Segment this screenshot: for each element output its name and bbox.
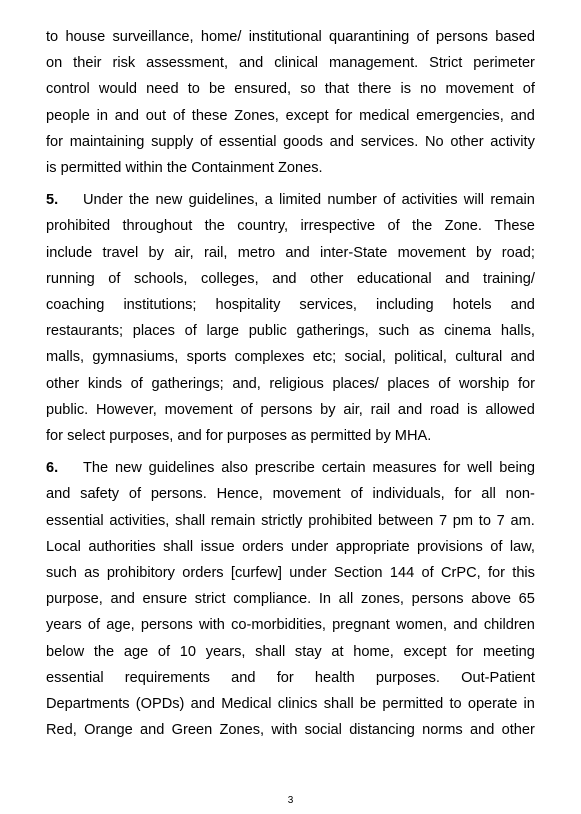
word: such xyxy=(378,323,410,340)
text-line xyxy=(46,103,535,129)
word: and xyxy=(110,591,135,608)
word: clinics xyxy=(277,696,318,713)
word: metro xyxy=(237,244,276,261)
paragraph-number xyxy=(46,455,58,481)
word: for xyxy=(517,375,535,392)
word: and xyxy=(190,696,215,713)
word: of xyxy=(128,486,142,503)
word: travel xyxy=(102,244,139,261)
word: operate xyxy=(467,696,518,713)
word: of xyxy=(522,81,535,98)
word: (OPDs) xyxy=(135,696,185,713)
word: at xyxy=(331,643,344,660)
word: for xyxy=(443,460,461,477)
word: worship xyxy=(459,375,510,392)
word: strictly xyxy=(261,512,303,529)
word: to xyxy=(449,696,462,713)
word: by xyxy=(148,244,164,261)
word: places xyxy=(132,323,175,340)
word: health xyxy=(314,669,355,686)
word: stay xyxy=(294,643,322,660)
word: Green xyxy=(171,722,213,739)
text-line: is permitted within the Containment Zones. xyxy=(46,160,323,177)
word: institutions; xyxy=(123,297,197,314)
word: and xyxy=(285,244,310,261)
word: meeting xyxy=(482,643,535,660)
word: house xyxy=(65,29,106,45)
word: movement xyxy=(272,486,341,503)
word: of xyxy=(438,375,451,392)
word: 144 xyxy=(389,565,415,582)
word: that xyxy=(324,81,350,98)
word: services, xyxy=(299,297,357,314)
word: halls, xyxy=(500,323,535,340)
text-line xyxy=(46,586,535,612)
word: social, xyxy=(344,349,386,366)
word: public. xyxy=(46,401,89,418)
word: for xyxy=(335,107,353,124)
text-line xyxy=(46,344,535,370)
text-line xyxy=(46,534,535,560)
word: training/ xyxy=(483,270,535,287)
word: age, xyxy=(106,617,135,634)
word: large xyxy=(206,323,239,340)
word: 7 xyxy=(438,512,448,529)
word: above xyxy=(471,591,511,608)
word: measures xyxy=(372,460,437,477)
word: of xyxy=(184,323,197,340)
word: of xyxy=(416,29,429,45)
word: Section xyxy=(333,565,383,582)
word: risk xyxy=(112,55,136,72)
word: perimeter xyxy=(473,55,535,72)
word: goods xyxy=(283,133,323,150)
word: places xyxy=(387,375,430,392)
word: allowed xyxy=(485,401,535,418)
word: Zones, xyxy=(219,722,265,739)
word: and xyxy=(272,270,297,287)
word: the xyxy=(93,643,115,660)
word: new xyxy=(115,460,142,477)
word: schools, xyxy=(133,270,188,287)
word: of xyxy=(87,617,101,634)
word: of xyxy=(350,486,363,503)
word: activity xyxy=(490,133,535,150)
word: maintaining xyxy=(69,133,145,150)
word: safety xyxy=(80,486,120,503)
word: need xyxy=(146,81,179,98)
word: and xyxy=(469,722,495,739)
word: of xyxy=(421,565,434,582)
word: Local xyxy=(46,538,81,555)
word: years, xyxy=(205,643,246,660)
word: persons. xyxy=(150,486,207,503)
word: distancing xyxy=(349,722,415,739)
word: services. xyxy=(360,133,419,150)
text-line xyxy=(46,508,535,534)
text-line xyxy=(46,240,535,266)
word: issue xyxy=(200,538,235,555)
word: assessment, xyxy=(146,55,229,72)
word: persons xyxy=(411,591,464,608)
word: and xyxy=(453,617,478,634)
word: pregnant xyxy=(332,617,390,634)
word: am. xyxy=(510,512,535,529)
word: a xyxy=(264,192,273,209)
word: people xyxy=(46,107,90,124)
word: In xyxy=(318,591,331,608)
text-line xyxy=(46,717,535,743)
word: and xyxy=(510,297,535,314)
word: age xyxy=(123,643,149,660)
text-line-content xyxy=(83,187,535,213)
word: the xyxy=(204,218,225,235)
word: No xyxy=(424,133,444,150)
word: running xyxy=(46,270,95,287)
word: throughout xyxy=(122,218,193,235)
word: new xyxy=(155,192,183,209)
word: cultural xyxy=(455,349,503,366)
word: non- xyxy=(505,486,535,503)
word: other xyxy=(501,722,535,739)
word: guidelines, xyxy=(188,192,259,209)
text-line xyxy=(46,691,535,717)
word: restaurants; xyxy=(46,323,124,340)
text-line: for select purposes, and for purposes as permitted by MHA. xyxy=(46,428,432,445)
word: 7 xyxy=(496,512,505,529)
word: of xyxy=(383,192,396,209)
word: social xyxy=(304,722,342,739)
word: air, xyxy=(174,244,194,261)
word: no xyxy=(420,81,437,98)
word: movement xyxy=(164,401,233,418)
word: persons xyxy=(436,29,488,45)
document-page xyxy=(46,24,535,743)
word: kinds xyxy=(87,375,122,392)
word: authorities xyxy=(88,538,156,555)
word: prohibited xyxy=(308,512,373,529)
word: political, xyxy=(394,349,447,366)
word: all xyxy=(481,486,496,503)
text-line xyxy=(46,665,535,691)
word: road xyxy=(430,401,460,418)
word: between xyxy=(378,512,434,529)
word: well xyxy=(467,460,493,477)
paragraph-5 xyxy=(46,187,535,449)
word: hospitality xyxy=(215,297,281,314)
word: these xyxy=(191,107,228,124)
word: and xyxy=(114,107,140,124)
word: other xyxy=(450,133,484,150)
word: to xyxy=(46,29,59,45)
word: and, xyxy=(232,375,261,392)
word: 65 xyxy=(518,591,535,608)
word: co-morbidities, xyxy=(231,617,326,634)
word: quarantining xyxy=(328,29,410,45)
word: inter-State xyxy=(319,244,388,261)
word: remain xyxy=(210,512,256,529)
word: purpose, xyxy=(46,591,103,608)
word: home/ xyxy=(200,29,242,45)
word: hotels xyxy=(452,297,492,314)
text-line-content xyxy=(83,455,535,481)
text-line xyxy=(46,292,535,318)
word: of xyxy=(199,133,213,150)
word: certain xyxy=(321,460,366,477)
word: being xyxy=(499,460,535,477)
word: air, xyxy=(343,401,363,418)
word: shall xyxy=(163,538,194,555)
text-line xyxy=(46,266,535,292)
word: Zone. xyxy=(444,218,482,235)
word: Zones, xyxy=(234,107,279,124)
word: 5. xyxy=(46,192,59,209)
word: etc; xyxy=(312,349,337,366)
word: with xyxy=(271,722,298,739)
word: by xyxy=(476,244,492,261)
word: purposes. xyxy=(375,669,440,686)
word: of xyxy=(490,538,503,555)
word: Hence, xyxy=(216,486,263,503)
word: requirements xyxy=(124,669,210,686)
word: coaching xyxy=(46,297,105,314)
word: activities, xyxy=(109,512,170,529)
word: Orange xyxy=(84,722,133,739)
text-line xyxy=(46,455,535,481)
word: home, xyxy=(353,643,394,660)
word: Red, xyxy=(46,722,77,739)
word: would xyxy=(98,81,138,98)
word: and xyxy=(238,55,264,72)
word: 10 xyxy=(179,643,197,660)
word: religious xyxy=(269,375,324,392)
word: irrespective xyxy=(300,218,376,235)
word: in xyxy=(523,696,535,713)
word: women, xyxy=(395,617,448,634)
word: activities xyxy=(401,192,458,209)
word: for xyxy=(456,643,474,660)
word: for xyxy=(276,669,294,686)
word: and xyxy=(510,107,535,124)
word: other xyxy=(46,375,80,392)
word: and xyxy=(140,722,165,739)
word: and xyxy=(445,270,470,287)
word: as xyxy=(84,565,100,582)
word: complexes xyxy=(234,349,305,366)
word: law, xyxy=(509,538,535,555)
word: children xyxy=(483,617,535,634)
word: ensured, xyxy=(234,81,292,98)
word: supply xyxy=(151,133,194,150)
word: institutional xyxy=(248,29,322,45)
word: appropriate xyxy=(335,538,410,555)
word: However, xyxy=(95,401,157,418)
word: and xyxy=(231,669,256,686)
word: Under xyxy=(83,192,123,209)
word: Departments xyxy=(46,696,130,713)
word: zones, xyxy=(360,591,404,608)
text-line xyxy=(46,560,535,586)
word: gatherings, xyxy=(296,323,369,340)
word: the xyxy=(129,192,150,209)
word: limited xyxy=(278,192,322,209)
text-line xyxy=(46,187,535,213)
page-number: 3 xyxy=(287,795,294,806)
word: other xyxy=(310,270,344,287)
word: Out-Patient xyxy=(461,669,535,686)
word: there xyxy=(358,81,392,98)
word: The xyxy=(83,460,109,477)
word: with xyxy=(198,617,225,634)
word: shall xyxy=(323,696,354,713)
word: of xyxy=(108,270,121,287)
word: of xyxy=(172,107,186,124)
text-line xyxy=(46,129,535,155)
word: surveillance, xyxy=(112,29,194,45)
word: pm xyxy=(452,512,474,529)
word: shall xyxy=(255,643,286,660)
word: public xyxy=(248,323,287,340)
word: all xyxy=(338,591,354,608)
word: gatherings; xyxy=(151,375,224,392)
word: country, xyxy=(237,218,289,235)
text-line xyxy=(46,24,535,50)
word: by xyxy=(320,401,336,418)
word: guidelines xyxy=(148,460,215,477)
word: below xyxy=(46,643,85,660)
word: orders xyxy=(242,538,284,555)
word: places/ xyxy=(332,375,379,392)
word: and xyxy=(510,349,535,366)
word: remain xyxy=(490,192,535,209)
word: persons xyxy=(140,617,193,634)
word: movement xyxy=(445,81,514,98)
word: CrPC, xyxy=(440,565,481,582)
word: Strict xyxy=(429,55,463,72)
word: emergencies, xyxy=(416,107,504,124)
text-line xyxy=(46,318,535,344)
word: medical xyxy=(359,107,410,124)
word: permitted xyxy=(382,696,444,713)
word: educational xyxy=(356,270,432,287)
text-line xyxy=(46,639,535,665)
word: These xyxy=(494,218,535,235)
word: rail xyxy=(370,401,391,418)
word: cinema xyxy=(444,323,492,340)
word: for xyxy=(454,486,472,503)
word: provisions xyxy=(417,538,483,555)
text-line xyxy=(46,213,535,239)
word: of xyxy=(240,401,253,418)
word: individuals, xyxy=(372,486,445,503)
text-line xyxy=(46,371,535,397)
word: to xyxy=(478,512,491,529)
word: under xyxy=(289,565,327,582)
word: 6. xyxy=(46,460,59,477)
word: control xyxy=(46,81,90,98)
word: is xyxy=(400,81,412,98)
word: will xyxy=(463,192,485,209)
word: on xyxy=(46,55,63,72)
word: rail, xyxy=(203,244,228,261)
word: based xyxy=(495,29,535,45)
word: out xyxy=(145,107,167,124)
word: [curfew] xyxy=(230,565,282,582)
word: of xyxy=(130,375,143,392)
word: orders xyxy=(182,565,224,582)
word: shall xyxy=(175,512,206,529)
word: essential xyxy=(218,133,277,150)
word: under xyxy=(290,538,329,555)
word: be xyxy=(208,81,226,98)
paragraph-containment-zones xyxy=(46,24,535,181)
word: essential xyxy=(46,512,104,529)
word: Medical xyxy=(221,696,272,713)
word: for xyxy=(487,565,505,582)
word: persons xyxy=(260,401,313,418)
word: norms xyxy=(422,722,463,739)
word: for xyxy=(46,133,64,150)
word: in xyxy=(96,107,108,124)
word: and xyxy=(329,133,354,150)
paragraph-6 xyxy=(46,455,535,743)
text-line xyxy=(46,50,535,76)
word: road; xyxy=(501,244,535,261)
word: be xyxy=(359,696,377,713)
word: also xyxy=(221,460,249,477)
word: compliance. xyxy=(233,591,312,608)
text-line xyxy=(46,397,535,423)
word: strict xyxy=(194,591,226,608)
word: except xyxy=(285,107,329,124)
word: of xyxy=(157,643,171,660)
word: such xyxy=(46,565,77,582)
text-line xyxy=(46,612,535,638)
word: number xyxy=(327,192,377,209)
word: as xyxy=(418,323,435,340)
word: prescribe xyxy=(254,460,315,477)
word: including xyxy=(375,297,434,314)
word: the xyxy=(412,218,433,235)
word: movement xyxy=(397,244,466,261)
word: so xyxy=(300,81,316,98)
word: prohibited xyxy=(46,218,111,235)
word: of xyxy=(387,218,400,235)
word: management. xyxy=(328,55,419,72)
word: to xyxy=(187,81,200,98)
word: clinical xyxy=(274,55,319,72)
word: malls, xyxy=(46,349,85,366)
text-line xyxy=(46,76,535,102)
word: prohibitory xyxy=(106,565,175,582)
word: sports xyxy=(186,349,227,366)
word: this xyxy=(512,565,535,582)
word: colleges, xyxy=(201,270,259,287)
word: and xyxy=(46,486,71,503)
word: their xyxy=(73,55,102,72)
word: is xyxy=(467,401,478,418)
word: except xyxy=(403,643,447,660)
word: gymnasiums, xyxy=(92,349,179,366)
word: and xyxy=(397,401,423,418)
word: ensure xyxy=(142,591,188,608)
word: years xyxy=(46,617,82,634)
word: include xyxy=(46,244,93,261)
paragraph-number xyxy=(46,187,58,213)
text-line xyxy=(46,481,535,507)
word: essential xyxy=(46,669,104,686)
